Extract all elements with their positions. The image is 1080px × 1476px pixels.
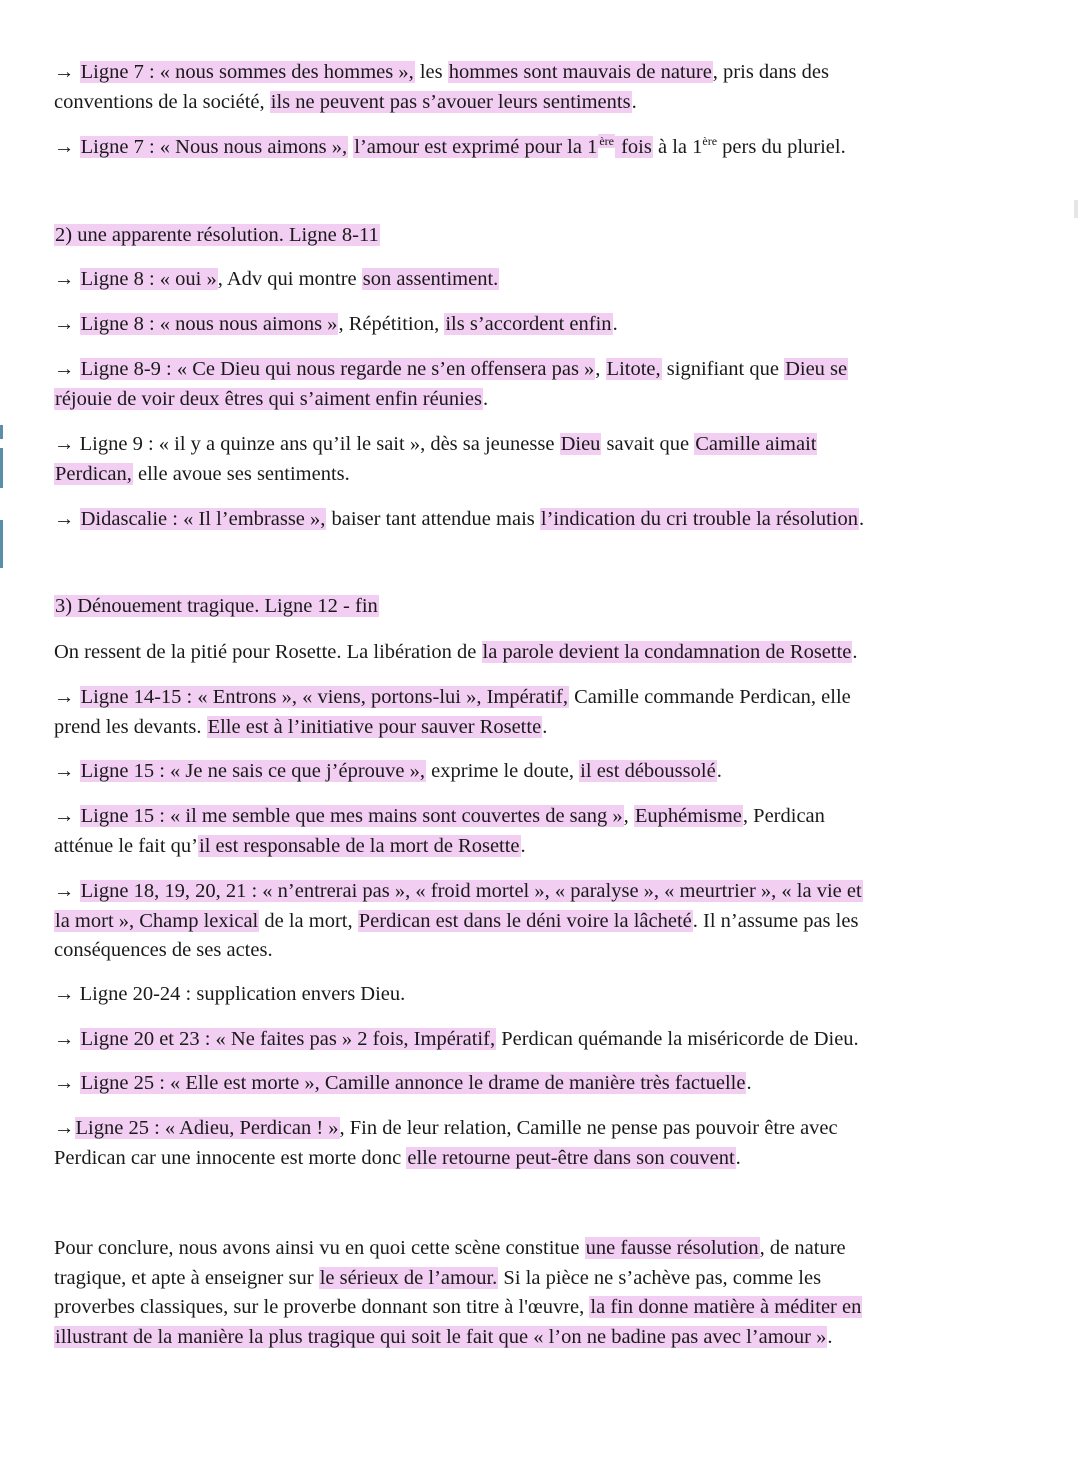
paragraph-ligne-8-9 [54,355,1044,414]
section-heading-2 [54,221,1044,251]
text-run: , [623,805,634,827]
text-run: Perdican quémande la miséricorde de Dieu. [496,1028,859,1050]
text-run: → [54,61,80,83]
highlighted-text: Ligne 18, 19, 20, 21 : « n’entrerai pas », « froid mortel », « paralyse », « meurtrier », « la vie et [80,880,862,902]
text-run: → [54,686,80,708]
highlighted-text: son assentiment. [362,268,499,290]
highlighted-text: la fin donne matière à méditer en [590,1296,862,1318]
text-run: → [54,358,80,380]
highlighted-text: Didascalie : « Il l’embrasse », [80,508,326,530]
text-run: On ressent de la pitié pour Rosette. La libération de [54,641,482,663]
highlighted-text: Ligne 15 : « il me semble que mes mains sont couvertes de sang » [80,805,623,827]
highlighted-text: elle retourne peut-être dans son couvent [407,1146,735,1169]
highlighted-text: Dieu se [785,358,848,380]
highlighted-text: l’amour est exprimé pour la 1 [354,136,598,158]
text-run: → [54,880,80,902]
highlighted-text: réjouie de voir deux êtres qui s’aiment enfin réunies [55,387,482,410]
text-run: Pour conclure, nous avons ainsi vu en quoi cette scène constitue [54,1237,585,1259]
highlighted-text: la mort », Champ lexical [55,909,259,932]
text-run: → [54,1028,80,1050]
text-run: les [414,61,448,83]
highlighted-text: il est déboussolé [580,760,716,782]
text-run: → [54,1072,80,1094]
paragraph-ligne-18-21 [54,877,1044,966]
highlighted-text: Ligne 14-15 : « Entrons », « viens, portons-lui », Impératif, [80,686,568,708]
highlighted-text: une fausse résolution [585,1237,759,1259]
highlighted-text: Perdican, [55,462,132,485]
text-run: Si la pièce ne s’achève pas, comme les [498,1266,822,1289]
section-heading-3 [54,592,1044,622]
highlighted-text: Ligne 8-9 : « Ce Dieu qui nous regarde ne s’en offensera pas » [80,358,595,380]
highlighted-text: illustrant de la manière la plus tragique qui soit le fait que « l’on ne badine pas avec l’amour » [55,1325,827,1348]
text-run: . [746,1072,752,1094]
text-run: elle avoue ses sentiments. [132,462,350,485]
paragraph-pitie-rosette [54,638,1044,668]
highlighted-text: Perdican est dans le déni voire la lâcheté [358,909,692,932]
paragraph-ligne-25-morte [54,1069,1044,1099]
text-run: , [595,358,606,380]
paragraph-ligne-8-aimons [54,310,1044,340]
text-run: savait que [601,433,695,455]
text-run: . [520,834,526,857]
text-run: → Ligne 9 : « il y a quinze ans qu’il le sait », dès sa jeunesse [54,433,560,455]
text-run: , pris dans des [712,61,829,83]
highlighted-text: Ligne 25 : « Adieu, Perdican ! » [75,1117,339,1139]
text-run: , Répétition, [338,313,445,335]
text-run: tragique, et apte à enseigner sur [54,1266,319,1289]
text-run: signifiant que [661,358,785,380]
highlighted-text: Ligne 7 : « nous sommes des hommes », [80,61,414,83]
text-run: pers du pluriel. [717,136,846,158]
text-run: . [852,641,858,663]
text-run: → [54,313,80,335]
highlighted-text: Ligne 25 : « Elle est morte », Camille annonce le drame de manière très factuelle [80,1072,746,1094]
text-run: → [54,805,80,827]
text-run: → Ligne 20-24 : supplication envers Dieu. [54,983,406,1005]
text-run: . [542,715,548,738]
text-run: . [612,313,618,335]
paragraph-ligne-20-23 [54,1025,1044,1055]
highlighted-text: il est responsable de la mort de Rosette [199,834,520,857]
text-run: Camille commande Perdican, elle [569,686,851,708]
highlighted-text: fois [615,136,652,158]
text-run: , de nature [759,1237,846,1259]
highlighted-text: le sérieux de l’amour. [319,1266,498,1289]
highlighted-text: Ligne 8 : « oui » [80,268,217,290]
text-run: Perdican car une innocente est morte donc [54,1146,407,1169]
superscript: ère [702,134,718,149]
scan-speck [1074,200,1078,218]
text-run: , Fin de leur relation, Camille ne pense pas pouvoir être avec [339,1117,838,1139]
paragraph-ligne-14-15 [54,683,1044,742]
highlighted-text: la parole devient la condamnation de Rosette [482,641,852,663]
highlighted-text: 2) une apparente résolution. Ligne 8-11 [55,224,379,246]
text-run: . [858,508,865,530]
text-run: → [54,268,80,290]
text-run: exprime le doute, [426,760,580,782]
text-run: → [54,760,80,782]
text-run: → [54,1117,75,1139]
highlighted-text: Ligne 8 : « nous nous aimons » [80,313,338,335]
paragraph-ligne-15-doute [54,757,1044,787]
paragraph-didascalie [54,505,1044,535]
highlighted-text: l’indication du cri trouble la résolution [540,508,858,530]
text-run: , Adv qui montre [217,268,362,290]
text-run: . [631,90,637,113]
highlighted-text: Litote, [606,358,661,380]
margin-mark [0,520,3,568]
paragraph-ligne-7-aimons [54,133,1044,163]
text-run: . [827,1325,833,1348]
superscript: ère [599,134,614,149]
text-run: prend les devants. [54,715,207,738]
highlighted-text: Elle est à l’initiative pour sauver Rosette [207,715,542,738]
highlighted-text: ils ne peuvent pas s’avouer leurs sentiments [270,90,631,113]
highlighted-text: 3) Dénouement tragique. Ligne 12 - fin [55,595,378,617]
text-run: , Perdican [742,805,825,827]
text-run: conséquences de ses actes. [54,939,273,961]
text-run: . [735,1146,741,1169]
highlighted-text: hommes sont mauvais de nature [448,61,712,83]
paragraph-ligne-9 [54,430,1044,489]
text-run: → [54,508,80,530]
text-run: baiser tant attendue mais [326,508,540,530]
paragraph-ligne-8-oui [54,265,1044,295]
highlighted-text: Camille aimait [695,433,817,455]
margin-mark [0,448,3,488]
margin-mark [0,425,3,439]
paragraph-ligne-25-adieu [54,1114,1044,1173]
paragraph-ligne-15-sang [54,802,1044,861]
highlighted-text: Dieu [560,433,601,455]
text-run: à la 1 [652,136,703,158]
text-run: . [716,760,722,782]
text-run: → [54,136,80,158]
highlighted-text: ils s’accordent enfin [445,313,612,335]
text-run: . [482,387,489,410]
highlighted-text: Euphémisme [634,805,742,827]
highlighted-text: Ligne 20 et 23 : « Ne faites pas » 2 fois, Impératif, [80,1028,496,1050]
highlighted-text: Ligne 7 : « Nous nous aimons », [80,136,348,158]
paragraph-ligne-20-24 [54,980,1044,1010]
paragraph-conclusion [54,1234,1044,1352]
text-run: conventions de la société, [54,90,270,113]
text-run: de la mort, [259,909,358,932]
text-run: . Il n’assume pas les [692,909,859,932]
text-run: atténue le fait qu’ [54,834,199,857]
highlighted-text: Ligne 15 : « Je ne sais ce que j’éprouve », [80,760,426,782]
text-run: proverbes classiques, sur le proverbe donnant son titre à l'œuvre, [54,1296,590,1318]
paragraph-ligne-7-hommes [54,58,1044,117]
